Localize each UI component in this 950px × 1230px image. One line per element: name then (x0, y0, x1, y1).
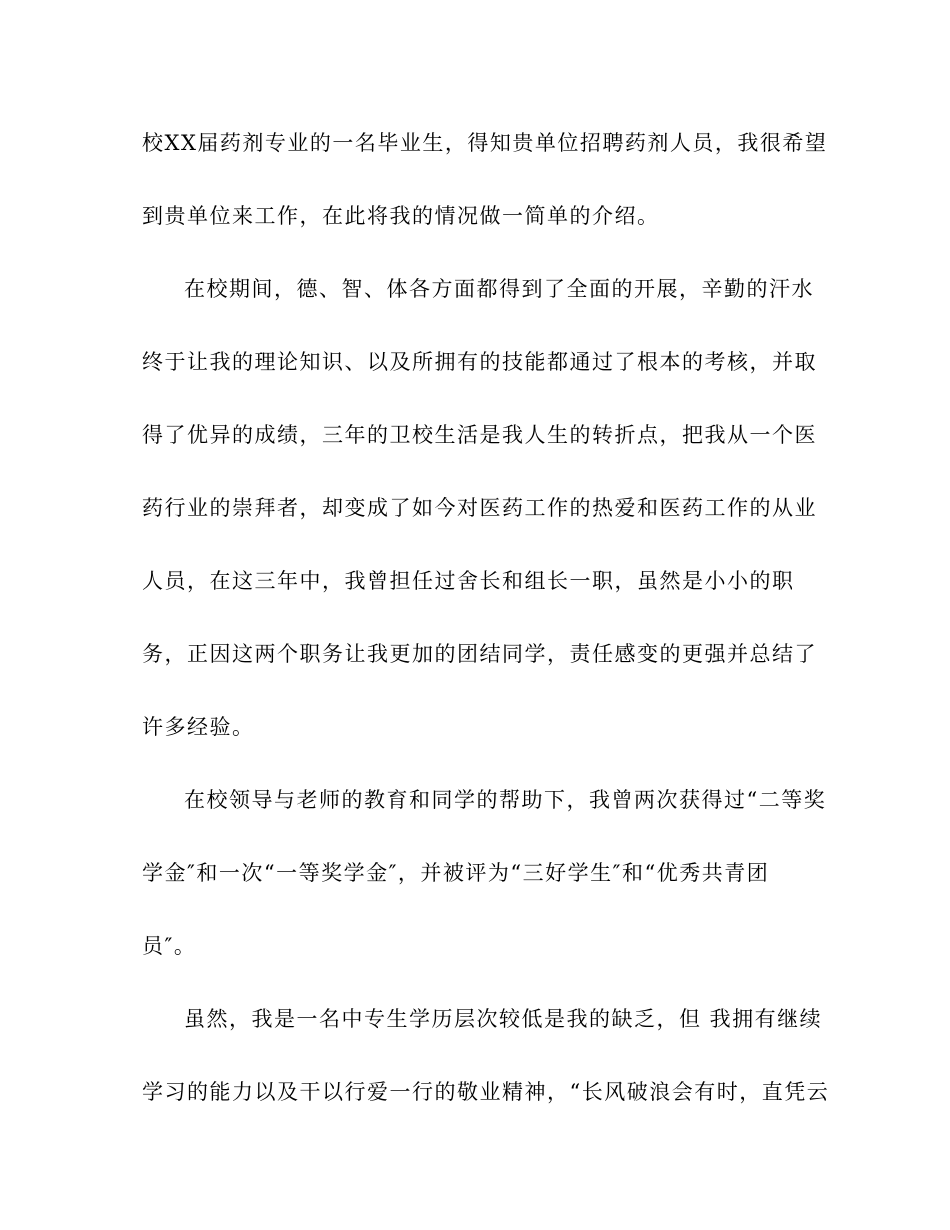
paragraph-line: 到贵单位来工作，在此将我的情况做一简单的介绍。 (142, 204, 660, 228)
paragraph-line: 员″。 (142, 934, 197, 958)
paragraph-line: 学习的能力以及干以行爱一行的敬业精神，“长风破浪会有时，直凭云 (142, 1080, 830, 1104)
paragraph-line: 终于让我的理论知识、以及所拥有的技能都通过了根本的考核，并取 (142, 350, 817, 374)
paragraph-line: 在校领导与老师的教育和同学的帮助下，我曾两次获得过“二等奖 (184, 788, 827, 812)
paragraph-line: 虽然，我是一名中专生学历层次较低是我的缺乏，但 我拥有继续 (184, 1007, 823, 1031)
paragraph-line: 人员，在这三年中，我曾担任过舍长和组长一职，虽然是小小的职 (142, 569, 795, 593)
paragraph-line: 得了优异的成绩，三年的卫校生活是我人生的转折点，把我从一个医 (142, 423, 817, 447)
paragraph-line: 药行业的崇拜者，却变成了如今对医药工作的热爱和医药工作的从业 (142, 496, 817, 520)
paragraph-line: 学金″和一次“一等奖学金″，并被评为“三好学生″和“优秀共青团 (142, 861, 770, 885)
paragraph-line: 务，正因这两个职务让我更加的团结同学，责任感变的更强并总结了 (142, 642, 817, 666)
paragraph-line: 在校期间，德、智、体各方面都得到了全面的开展，辛勤的汗水 (184, 277, 814, 301)
paragraph-line: 许多经验。 (142, 715, 255, 739)
paragraph-line: 校XX届药剂专业的一名毕业生，得知贵单位招聘药剂人员，我很希望 (142, 131, 828, 155)
